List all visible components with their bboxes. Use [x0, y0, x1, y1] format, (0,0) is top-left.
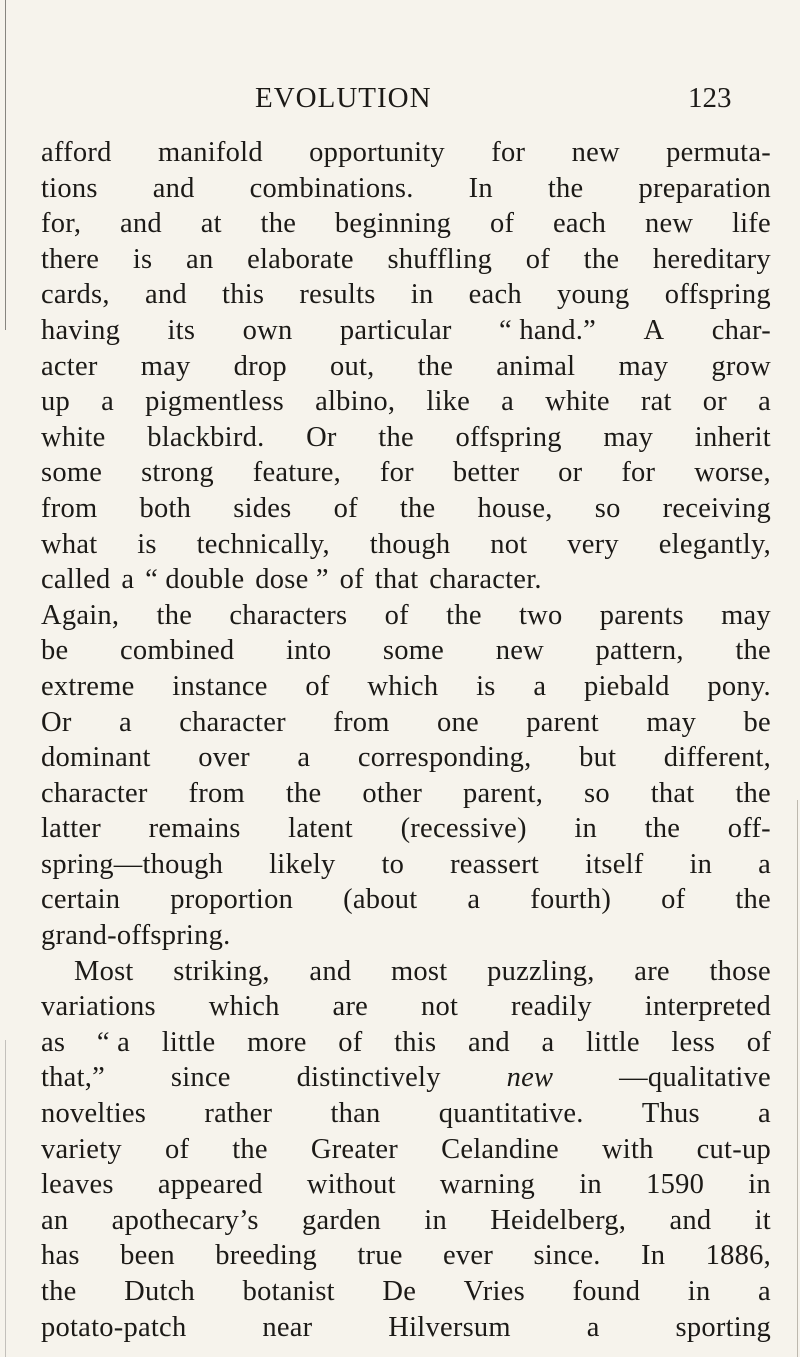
word: extreme: [41, 670, 135, 702]
text-line: [41, 740, 771, 776]
word: combined: [120, 635, 235, 667]
word: a: [501, 386, 515, 418]
word: called: [41, 564, 111, 596]
word: a: [541, 1026, 555, 1058]
word: this: [222, 279, 265, 311]
word: in: [574, 813, 597, 845]
word: the: [583, 243, 620, 275]
word: is: [137, 528, 157, 560]
word: parent: [526, 706, 599, 738]
word: not: [490, 528, 528, 560]
word: character.: [429, 564, 542, 596]
word: Dutch: [124, 1276, 196, 1307]
word: tions: [41, 172, 98, 204]
word: pattern,: [595, 635, 684, 667]
text-line: [41, 954, 771, 990]
word: certain: [41, 884, 121, 916]
word: sides: [233, 492, 292, 524]
word: Greater: [310, 1133, 399, 1165]
word: potato-patch: [41, 1311, 187, 1343]
word: may: [618, 350, 669, 382]
word: that: [374, 564, 419, 596]
word: over: [198, 742, 250, 774]
word: off-: [727, 813, 771, 845]
word: very: [567, 528, 619, 560]
text-line: [41, 1060, 771, 1096]
word: of: [384, 599, 409, 631]
word: pigmentless: [145, 386, 284, 418]
word: other: [362, 777, 423, 809]
word: in: [410, 279, 434, 311]
word: for,: [41, 208, 82, 240]
word: instance: [172, 670, 268, 702]
word: blackbird.: [147, 421, 265, 453]
word: from: [333, 706, 390, 738]
word: inherit: [694, 421, 771, 453]
word: distinctively: [296, 1062, 441, 1094]
word: and: [309, 955, 352, 987]
word: the: [735, 777, 771, 809]
text-line: [41, 420, 771, 456]
text-line: [41, 1203, 771, 1239]
word: little: [586, 1026, 640, 1058]
running-header: [0, 82, 800, 122]
binding-edge-line-lower: [5, 1040, 6, 1357]
word: variety: [41, 1133, 122, 1165]
word: of: [339, 564, 364, 596]
word: apothecary’s: [111, 1204, 259, 1236]
word: dominant: [41, 742, 151, 774]
word: Thus: [641, 1098, 700, 1130]
word: white: [41, 421, 106, 453]
word: than: [330, 1098, 381, 1130]
word: novelties: [41, 1098, 147, 1130]
text-line: [41, 1310, 771, 1346]
word: ever: [443, 1240, 494, 1272]
word: the: [41, 1276, 77, 1307]
word: young: [557, 279, 630, 311]
word: true: [357, 1240, 403, 1272]
word: latent: [288, 813, 353, 845]
word: some: [382, 635, 445, 667]
word: grand-offspring.: [41, 920, 231, 952]
word: Heidelberg,: [490, 1204, 627, 1236]
word: character: [41, 777, 148, 809]
page-edge-line: [797, 800, 798, 1357]
word: its: [167, 314, 196, 346]
word: an: [186, 243, 214, 275]
word: In: [468, 172, 493, 204]
word: the: [735, 635, 771, 667]
word: pony.: [707, 670, 771, 702]
word: house,: [477, 492, 553, 524]
word: one: [436, 706, 479, 738]
word: In: [640, 1240, 666, 1272]
word: of: [164, 1133, 190, 1165]
word: what: [41, 528, 98, 560]
word: since.: [533, 1240, 601, 1272]
word: elaborate: [247, 243, 354, 275]
text-line: [41, 598, 771, 634]
word: strong: [141, 457, 214, 489]
word: the: [260, 208, 297, 240]
word: near: [262, 1311, 313, 1343]
word: likely: [269, 848, 336, 880]
word: “ a: [96, 1026, 131, 1058]
word: that,”: [41, 1062, 106, 1094]
word: so: [594, 492, 621, 524]
word: the: [156, 599, 193, 631]
word: for: [491, 137, 526, 168]
word: striking,: [173, 955, 270, 987]
word: rat: [640, 386, 672, 418]
text-line: [41, 1238, 771, 1274]
word: little: [161, 1026, 216, 1058]
word: with: [601, 1133, 654, 1165]
word: opportunity: [309, 137, 445, 168]
word: some: [41, 457, 103, 489]
body-text: [41, 135, 771, 1345]
word: and: [669, 1204, 712, 1236]
word: that: [650, 777, 695, 809]
word: a: [467, 884, 481, 916]
word: without: [306, 1169, 396, 1201]
word: out,: [329, 350, 375, 382]
word: a: [533, 670, 547, 702]
word: latter: [41, 813, 102, 845]
word: combinations.: [249, 172, 414, 204]
word: results: [299, 279, 376, 311]
word: up: [41, 386, 70, 418]
word: but: [579, 742, 617, 774]
word: the: [547, 172, 584, 204]
word: garden: [301, 1204, 382, 1236]
word: may: [140, 350, 191, 382]
word: character: [179, 706, 286, 738]
word: the: [399, 492, 436, 524]
word: “ double: [145, 564, 245, 596]
word: Most: [74, 955, 134, 987]
word: better: [452, 457, 520, 489]
word: Celandine: [441, 1133, 559, 1165]
word: piebald: [584, 670, 670, 702]
word: itself: [585, 848, 644, 880]
word: from: [188, 777, 245, 809]
word: 1886,: [705, 1240, 771, 1272]
word: leaves: [41, 1169, 114, 1201]
word: rather: [204, 1098, 273, 1130]
word: De: [382, 1276, 417, 1307]
word: of: [525, 243, 551, 275]
word: in: [579, 1169, 602, 1201]
word: (about: [343, 884, 418, 916]
word: of: [338, 1026, 363, 1058]
word: cut-up: [696, 1133, 771, 1165]
word: and: [152, 172, 195, 204]
word: beginning: [334, 208, 452, 240]
word: into: [285, 635, 332, 667]
text-line: [41, 705, 771, 741]
word: own: [242, 314, 293, 346]
word: acter: [41, 350, 98, 382]
text-line: [41, 1132, 771, 1168]
word: which: [367, 670, 439, 702]
word: white: [545, 386, 610, 418]
word: to: [381, 848, 405, 880]
word: is: [476, 670, 496, 702]
word: new: [506, 1062, 554, 1094]
word: a: [758, 848, 771, 880]
word: remains: [148, 813, 241, 845]
word: drop: [233, 350, 287, 382]
text-line: [41, 847, 771, 883]
text-line: [41, 669, 771, 705]
word: may: [646, 706, 697, 738]
word: in: [424, 1204, 447, 1236]
text-line: [41, 527, 771, 563]
word: each: [468, 279, 522, 311]
text-line: [41, 349, 771, 385]
word: a: [586, 1311, 600, 1343]
word: albino,: [315, 386, 396, 418]
word: manifold: [157, 137, 263, 168]
text-line: [41, 384, 771, 420]
word: shuffling: [387, 243, 493, 275]
text-line: [41, 989, 771, 1025]
text-line: [41, 776, 771, 812]
text-line: [41, 633, 771, 669]
word: like: [426, 386, 471, 418]
word: char-: [711, 314, 771, 346]
text-line: [41, 1274, 771, 1310]
word: grow: [711, 350, 771, 382]
word: Vries: [463, 1276, 525, 1307]
word: which: [208, 991, 280, 1023]
word: of: [489, 208, 515, 240]
word: of: [746, 1026, 771, 1058]
word: been: [120, 1240, 175, 1272]
text-line: [41, 1025, 771, 1061]
text-line: [41, 313, 771, 349]
word: this: [394, 1026, 437, 1058]
word: —qualitative: [619, 1062, 771, 1094]
word: warning: [439, 1169, 536, 1201]
word: afford: [41, 137, 112, 168]
word: in: [748, 1169, 771, 1201]
word: are: [634, 955, 670, 987]
running-title: EVOLUTION: [255, 82, 432, 114]
word: Or: [41, 706, 72, 738]
word: cards,: [41, 279, 110, 311]
word: readily: [511, 991, 592, 1023]
word: sporting: [675, 1311, 771, 1343]
text-line: [41, 811, 771, 847]
word: variations: [41, 991, 156, 1023]
word: Hilversum: [388, 1311, 511, 1343]
word: may: [603, 421, 654, 453]
word: animal: [496, 350, 576, 382]
word: both: [139, 492, 192, 524]
word: in: [687, 1276, 711, 1307]
word: feature,: [252, 457, 341, 489]
word: breeding: [215, 1240, 317, 1272]
word: offspring: [664, 279, 771, 311]
word: so: [584, 777, 610, 809]
word: the: [644, 813, 681, 845]
word: parents: [599, 599, 684, 631]
text-line: [41, 1096, 771, 1132]
word: reassert: [450, 848, 540, 880]
word: particular: [339, 314, 452, 346]
text-line: [41, 882, 771, 918]
word: a: [101, 386, 114, 418]
word: each: [552, 208, 607, 240]
word: (recessive): [400, 813, 527, 845]
word: the: [232, 1133, 268, 1165]
word: for: [379, 457, 414, 489]
text-line: [41, 242, 771, 278]
word: more: [247, 1026, 307, 1058]
word: in: [689, 848, 713, 880]
word: technically,: [196, 528, 330, 560]
word: life: [731, 208, 771, 240]
word: preparation: [638, 172, 771, 204]
word: there: [41, 243, 100, 275]
page-number: 123: [688, 82, 732, 114]
word: permuta-: [666, 137, 771, 168]
word: a: [758, 1276, 771, 1307]
word: the: [735, 884, 771, 916]
text-line: [41, 1167, 771, 1203]
word: worse,: [694, 457, 771, 489]
word: may: [721, 599, 771, 631]
word: receiving: [662, 492, 771, 524]
word: 1590: [646, 1169, 705, 1201]
word: a: [121, 564, 135, 596]
word: and: [120, 208, 162, 240]
text-line: [41, 206, 771, 242]
word: be: [41, 635, 69, 667]
text-line: [41, 491, 771, 527]
word: or: [558, 457, 583, 489]
word: as: [41, 1026, 66, 1058]
word: dose ”: [255, 564, 329, 596]
word: spring—though: [41, 848, 224, 880]
word: at: [200, 208, 222, 240]
word: parent,: [463, 777, 544, 809]
word: a: [758, 1098, 771, 1130]
word: is: [132, 243, 153, 275]
word: quantitative.: [438, 1098, 584, 1130]
word: since: [170, 1062, 231, 1094]
text-line: [41, 277, 771, 313]
word: less: [671, 1026, 716, 1058]
word: of: [661, 884, 686, 916]
word: has: [41, 1240, 80, 1272]
text-line: [41, 918, 771, 954]
word: new: [571, 137, 620, 168]
word: though: [369, 528, 451, 560]
word: a: [758, 386, 771, 418]
word: hereditary: [652, 243, 771, 275]
text-line: [41, 455, 771, 491]
word: appeared: [157, 1169, 263, 1201]
word: and: [467, 1026, 510, 1058]
word: for: [621, 457, 656, 489]
word: a: [297, 742, 311, 774]
word: the: [378, 421, 414, 453]
word: most: [391, 955, 448, 987]
word: found: [572, 1276, 641, 1307]
word: from: [41, 492, 98, 524]
word: characters: [229, 599, 348, 631]
word: be: [743, 706, 771, 738]
word: those: [709, 955, 771, 987]
word: it: [754, 1204, 771, 1236]
word: and: [144, 279, 187, 311]
word: interpreted: [644, 991, 771, 1023]
word: a: [118, 706, 132, 738]
word: new: [495, 635, 544, 667]
word: “ hand.”: [499, 314, 596, 346]
text-line: [41, 171, 771, 207]
word: having: [41, 314, 121, 346]
word: puzzling,: [487, 955, 595, 987]
word: of: [305, 670, 330, 702]
word: Again,: [41, 599, 120, 631]
word: fourth): [530, 884, 612, 916]
text-line: [41, 562, 771, 598]
text-line: [41, 135, 771, 171]
word: of: [333, 492, 358, 524]
word: the: [417, 350, 454, 382]
word: Or: [306, 421, 337, 453]
word: or: [702, 386, 727, 418]
word: an: [41, 1204, 69, 1236]
word: elegantly,: [658, 528, 771, 560]
binding-edge-line: [5, 0, 6, 330]
word: offspring: [455, 421, 562, 453]
word: corresponding,: [357, 742, 532, 774]
word: proportion: [170, 884, 294, 916]
word: different,: [663, 742, 771, 774]
word: new: [644, 208, 694, 240]
word: the: [285, 777, 322, 809]
word: are: [332, 991, 369, 1023]
word: the: [446, 599, 482, 631]
word: two: [519, 599, 563, 631]
word: botanist: [242, 1276, 335, 1307]
word: not: [420, 991, 459, 1023]
word: A: [643, 314, 665, 346]
